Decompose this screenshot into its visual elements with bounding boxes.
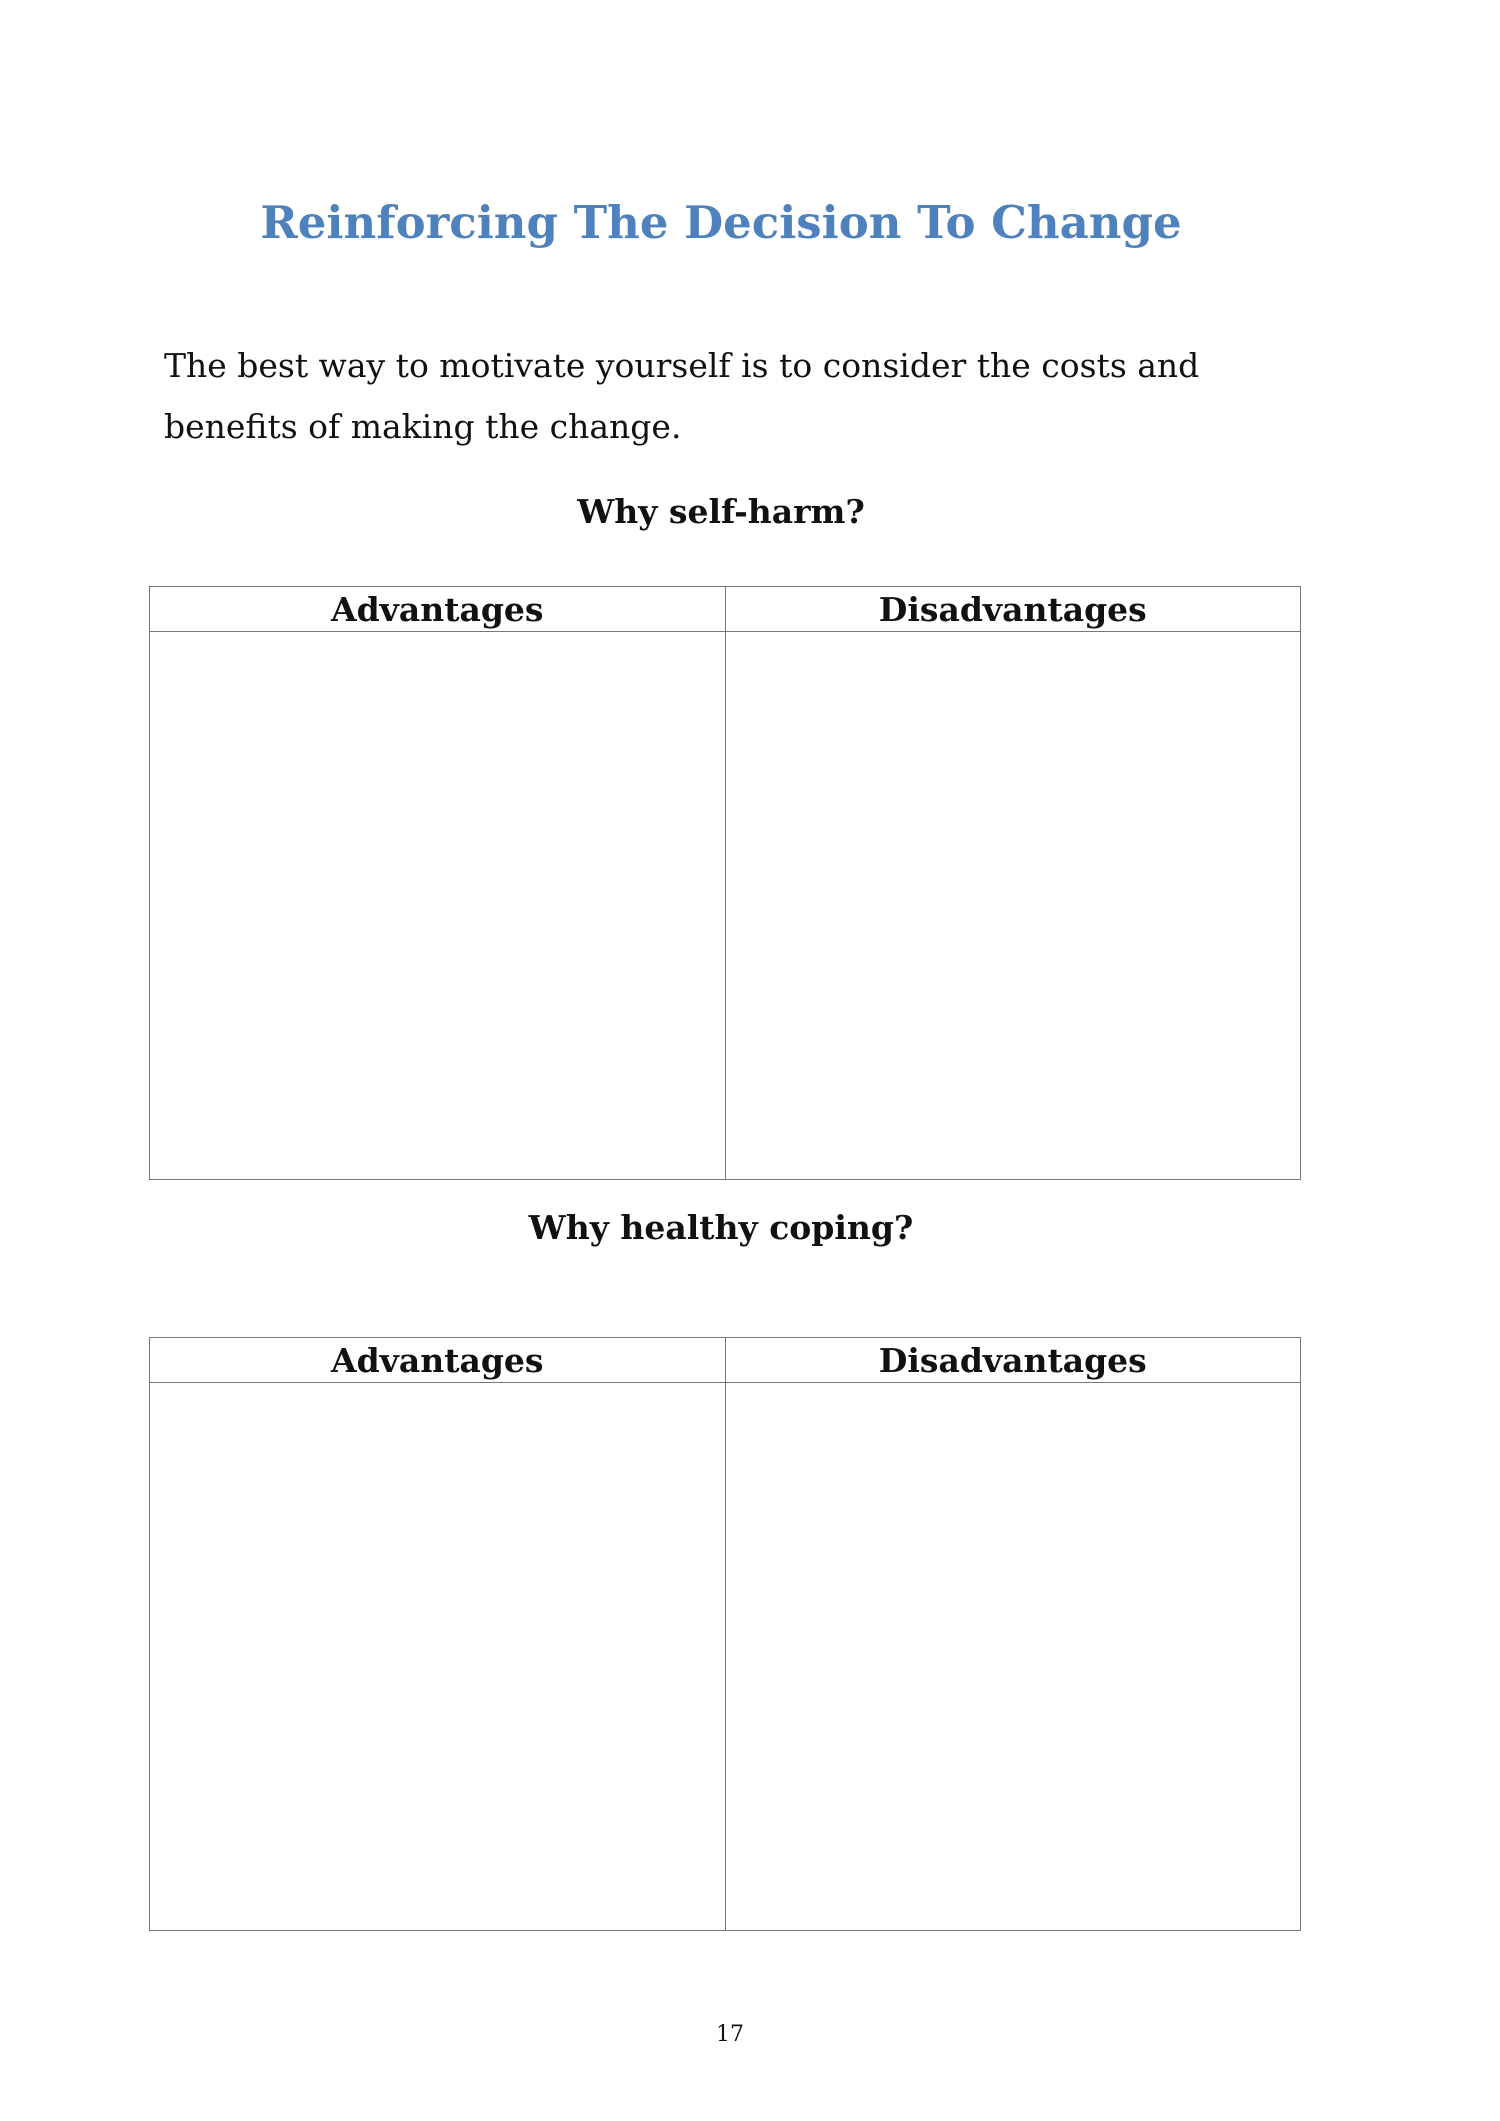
advantages-cell[interactable]: [150, 632, 726, 1180]
section-heading-self-harm: Why self-harm?: [577, 492, 865, 531]
advantages-header: Advantages: [150, 587, 726, 632]
self-harm-table: [149, 586, 1301, 1180]
disadvantages-header: Disadvantages: [725, 1338, 1301, 1383]
page-title: Reinforcing The Decision To Change: [260, 196, 1182, 249]
disadvantages-header: Disadvantages: [725, 587, 1301, 632]
disadvantages-cell[interactable]: [725, 632, 1301, 1180]
page-number: 17: [716, 2022, 744, 2047]
section-heading-healthy-coping: Why healthy coping?: [528, 1208, 914, 1247]
advantages-header: Advantages: [150, 1338, 726, 1383]
advantages-cell[interactable]: [150, 1383, 726, 1931]
healthy-coping-table: [149, 1337, 1301, 1931]
disadvantages-cell[interactable]: [725, 1383, 1301, 1931]
intro-paragraph: The best way to motivate yourself is to consider the costs and benefits of making the change.: [164, 346, 1200, 446]
